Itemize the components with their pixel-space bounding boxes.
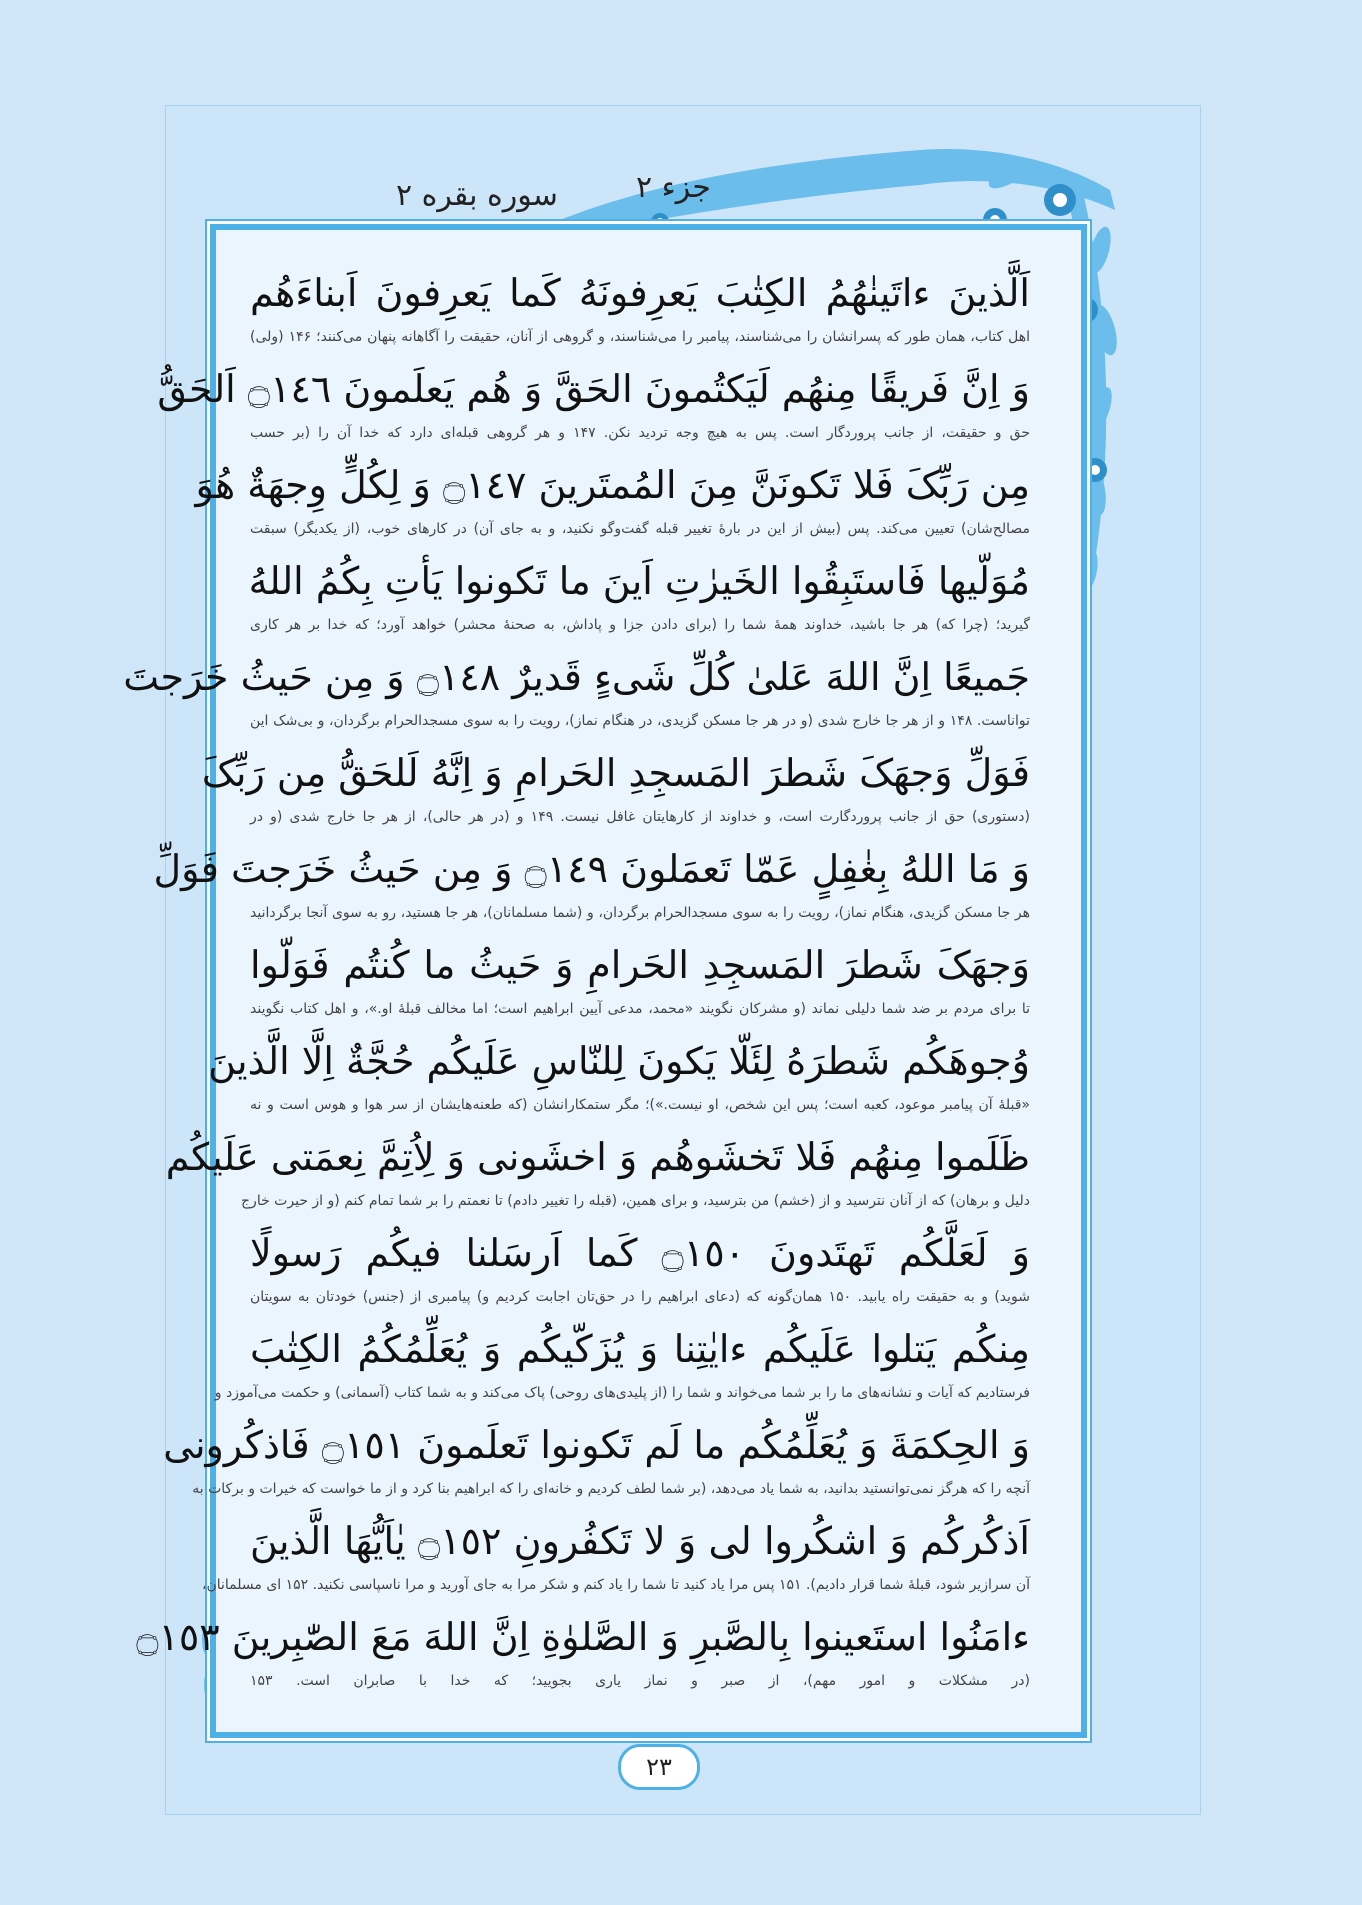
verse-line: وَ الحِکمَةَ وَ یُعَلِّمُکُم ما لَم تَکونوا تَعلَمونَ ۝١٥١ فَاذکُرونی <box>163 1423 1030 1467</box>
verse-line: مِن رَبِّکَ فَلا تَکونَنَّ مِنَ المُمتَرینَ ۝١٤٧ وَ لِکُلٍّ وِجهَةٌ هُوَ <box>195 463 1030 507</box>
translation-line: هر جا مسکن گزیدی، هنگام نماز)، رویت را به سوی مسجدالحرام برگردان، و (شما مسلمانان)، هر جا هستید، رو به سوی آنجا برگردانید <box>250 905 1030 921</box>
verse-line: مِنکُم یَتلوا عَلَیکُم ءایٰتِنا وَ یُزَکّیکُم وَ یُعَلِّمُکُمُ الکِتٰبَ <box>250 1327 1030 1371</box>
translation-line: آنچه را که هرگز نمی‌توانستید بدانید، به شما یاد می‌دهد، (بر شما لطف کردیم و خانه‌ای را که ابراهیم بنا کرد و از ما خواست که خیرات و برکات به <box>192 1481 1030 1497</box>
translation-line: مصالح‌شان) تعیین می‌کند. پس (بیش از این در بارهٔ تغییر قبله گفت‌وگو نکنید، و به جای آن) در کارهای خوب، (از یکدیگر) سبقت <box>250 521 1030 537</box>
verse-line: مُوَلّیها فَاستَبِقُوا الخَیرٰتِ اَینَ ما تَکونوا یَأتِ بِکُمُ اللهُ <box>248 559 1030 603</box>
translation-line: اهل کتاب، همان طور که پسرانشان را می‌شناسند، پیامبر را می‌شناسند، و گروهی از آنان، حقیقت را آگاهانه پنهان می‌کنند؛ ۱۴۶ (ولی) <box>250 329 1030 345</box>
verse-line: فَوَلِّ وَجهَکَ شَطرَ المَسجِدِ الحَرامِ وَ اِنَّهُ لَلحَقُّ مِن رَبِّکَ <box>201 751 1030 795</box>
translation-line: فرستادیم که آیات و نشانه‌های ما را بر شما می‌خواند و شما را (از پلیدی‌های روحی) پاک می‌کند و به شما کتاب (آسمانی) و حکمت می‌آموزد و <box>214 1385 1030 1401</box>
surah-label: سوره بقره ۲ <box>396 178 558 213</box>
verse-line: وَجهَکَ شَطرَ المَسجِدِ الحَرامِ وَ حَیثُ ما کُنتُم فَوَلّوا <box>250 943 1030 987</box>
page-number: ۲۳ <box>618 1744 700 1790</box>
translation-line: دلیل و برهان) که از آنان نترسید و از (خشم) من بترسید، و برای همین، (قبله را تغییر دادم) تا نعمتم را بر شما تمام کنم (و از حیرت خارج <box>241 1193 1030 1209</box>
translation-line: (دستوری) حق از جانب پروردگارت است، و خداوند از کارهایتان غافل نیست. ۱۴۹ و (در هر حالی)، از هر جا خارج شدی (و در <box>250 809 1031 825</box>
translation-line: تواناست. ۱۴۸ و از هر جا خارج شدی (و در هر جا مسکن گزیدی، در هنگام نماز)، رویت را به سوی مسجدالحرام برگردان، و بی‌شک این <box>250 713 1031 729</box>
translation-line: آن سرازیر شود، قبلهٔ شما قرار دادیم). ۱۵۱ پس مرا یاد کنید تا شما را یاد کنم و شکر مرا به جای آورید و مرا ناسپاسی نکنید. ۱۵۲ ای مسلمانان، <box>201 1577 1030 1593</box>
translation-line: (در مشکلات و امور مهم)، از صبر و نماز یاری بجویید؛ که خدا با صابران است. ۱۵۳ <box>250 1673 1030 1689</box>
verse-line: وُجوهَکُم شَطرَهُ لِئَلّا یَکونَ لِلنّاسِ عَلَیکُم حُجَّةٌ اِلَّا الَّذینَ <box>208 1039 1030 1083</box>
verse-line: وَ مَا اللهُ بِغٰفِلٍ عَمّا تَعمَلونَ ۝١٤٩ وَ مِن حَیثُ خَرَجتَ فَوَلِّ <box>153 847 1030 891</box>
verse-line: وَ اِنَّ فَریقًا مِنهُم لَیَکتُمونَ الحَقَّ وَ هُم یَعلَمونَ ۝١٤٦ اَلحَقُّ <box>157 367 1030 411</box>
verse-line: اَذکُرکُم وَ اشکُروا لی وَ لا تَکفُرونِ ۝١٥٢ یٰاَیُّهَا الَّذینَ <box>250 1519 1030 1563</box>
translation-line: گیرید؛ (چرا که) هر جا باشید، خداوند همهٔ شما را (برای دادن جزا و پاداش، به صحنهٔ محشر) خواهد آورد؛ که خدا بر هر کاری <box>250 617 1030 633</box>
verse-line: ظَلَموا مِنهُم فَلا تَخشَوهُم وَ اخشَونی وَ لِاُتِمَّ نِعمَتی عَلَیکُم <box>165 1135 1030 1179</box>
verse-line: جَمیعًا اِنَّ اللهَ عَلیٰ کُلِّ شَیءٍ قَدیرٌ ۝١٤٨ وَ مِن حَیثُ خَرَجتَ <box>123 655 1030 699</box>
verse-block <box>123 262 1031 1702</box>
translation-line: «قبلهٔ آن پیامبر موعود، کعبه است؛ پس این شخص، او نیست.»)؛ مگر ستمکارانشان (که طعنه‌هایشان از سر هوا و هوس است و نه <box>250 1097 1030 1113</box>
translation-line: شوید) و به حقیقت راه یابید. ۱۵۰ همان‌گونه که (دعای ابراهیم را در حق‌تان اجابت کردیم و) پیامبری از (جنس) خودتان به سویتان <box>250 1289 1030 1305</box>
verse-line: وَ لَعَلَّکُم تَهتَدونَ ۝١٥٠ کَما اَرسَلنا فیکُم رَسولًا <box>250 1231 1030 1275</box>
verse-line: اَلَّذینَ ءاتَینٰهُمُ الکِتٰبَ یَعرِفونَهُ کَما یَعرِفونَ اَبناءَهُم <box>250 271 1030 315</box>
juz-label: جزء ۲ <box>636 170 711 205</box>
verse-line: ءامَنُوا استَعینوا بِالصَّبرِ وَ الصَّلوٰةِ اِنَّ اللهَ مَعَ الصّٰبِرینَ ۝١٥٣ <box>136 1615 1030 1659</box>
translation-line: تا برای مردم بر ضد شما دلیلی نماند (و مشرکان نگویند «محمد، مدعی آیین ابراهیم است؛ اما مخالف قبلهٔ او.»، و اهل کتاب نگویند <box>250 1001 1030 1017</box>
translation-line: حق و حقیقت، از جانب پروردگار است. پس به هیچ وجه تردید نکن. ۱۴۷ و هر گروهی قبله‌ای دارد که خدا آن را (بر حسب <box>250 425 1031 441</box>
